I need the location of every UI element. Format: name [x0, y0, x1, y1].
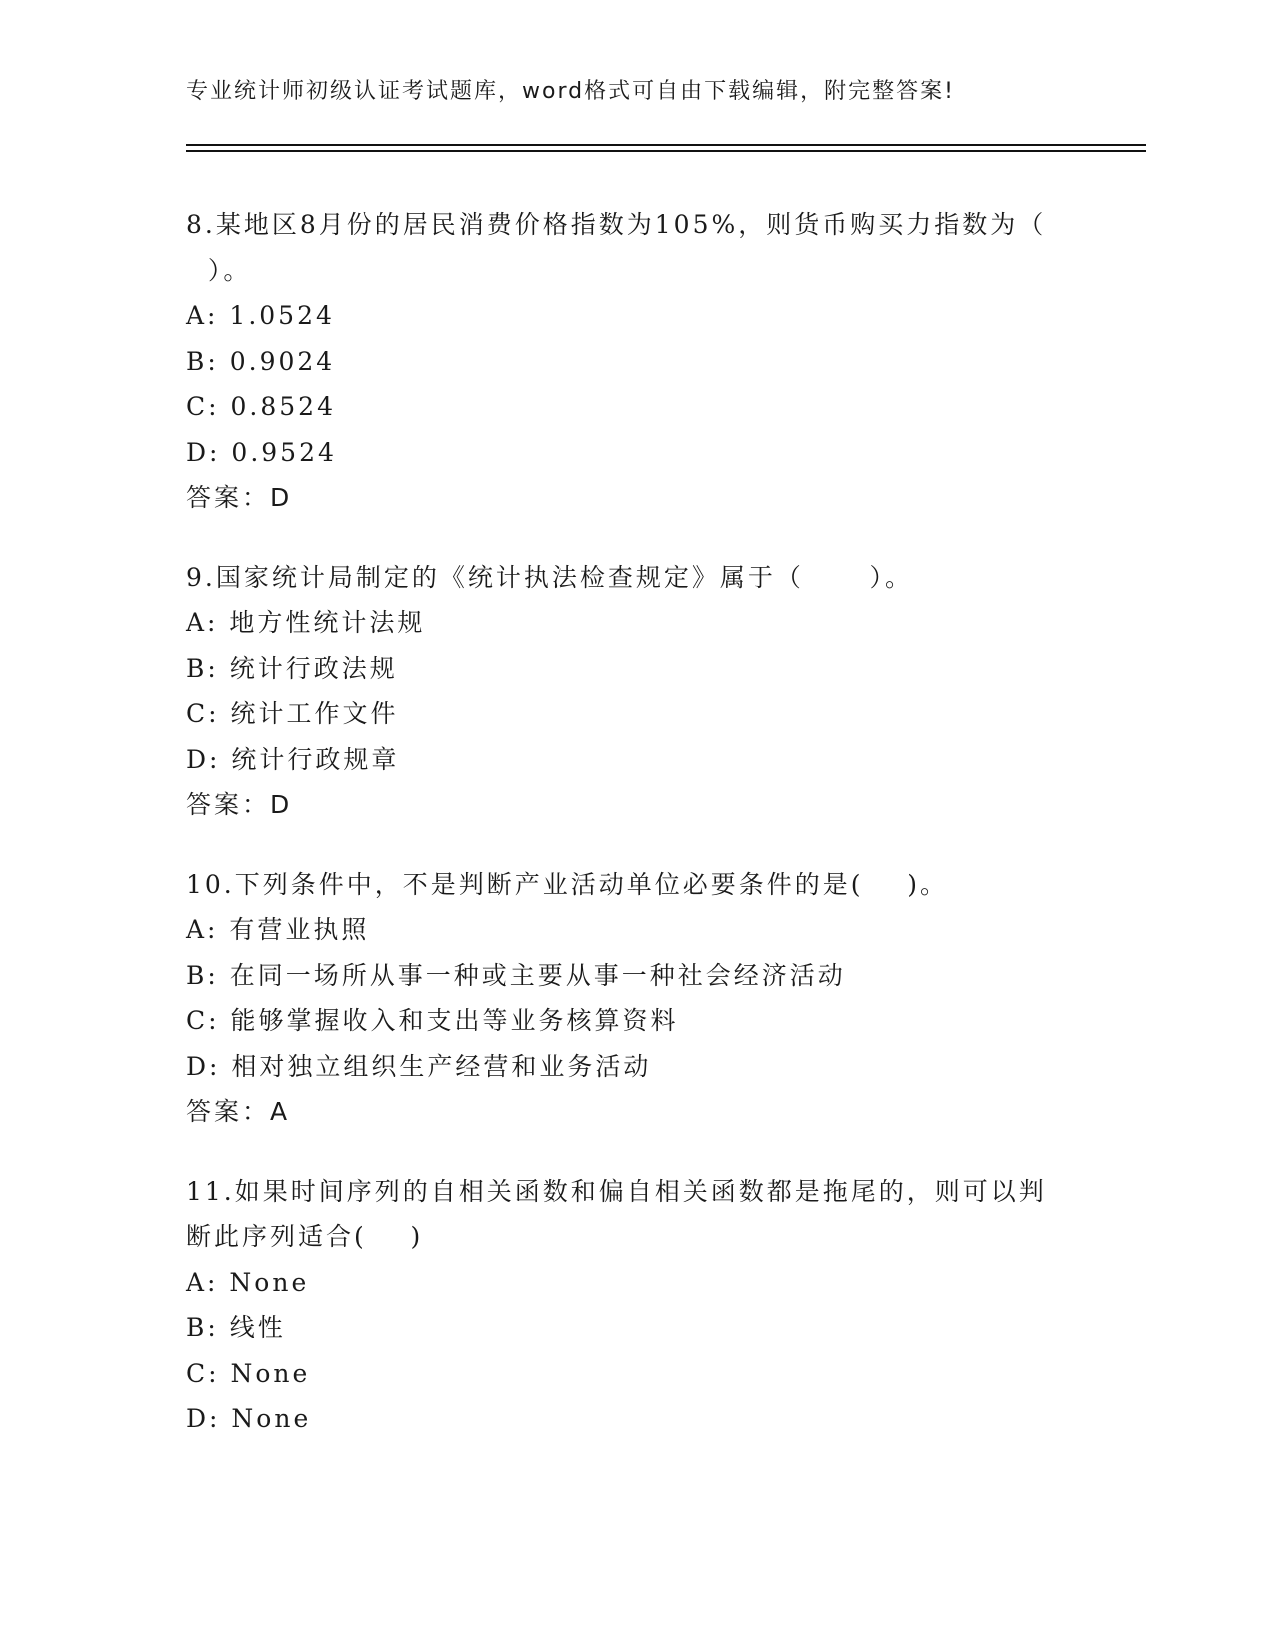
question-9 — [186, 555, 1066, 828]
option-c: C: 统计工作文件 — [186, 699, 399, 728]
question-stem-line: 断此序列适合( ) — [186, 1222, 424, 1251]
question-stem-line: 11.如果时间序列的自相关函数和偏自相关函数都是拖尾的，则可以判 — [186, 1176, 1047, 1206]
question-list — [186, 202, 1066, 1476]
option-a: A: 1.0524 — [186, 301, 335, 330]
option-c: C: 能够掌握收入和支出等业务核算资料 — [186, 1006, 679, 1035]
answer-label: 答案：D — [186, 483, 293, 512]
option-b: B: 在同一场所从事一种或主要从事一种社会经济活动 — [186, 960, 846, 990]
header-rule-top — [186, 144, 1146, 146]
question-10 — [186, 862, 1066, 1135]
option-b: B: 统计行政法规 — [186, 653, 398, 683]
question-stem-line: 8.某地区8月份的居民消费价格指数为105%，则货币购买力指数为（ — [186, 210, 1047, 239]
question-stem-line: 10.下列条件中，不是判断产业活动单位必要条件的是( )。 — [186, 869, 949, 899]
question-stem-line: ）。 — [186, 255, 252, 285]
option-b: B: 线性 — [186, 1313, 286, 1342]
answer-label: 答案：A — [186, 1097, 291, 1126]
option-a: A: 有营业执照 — [186, 915, 370, 944]
answer-label: 答案：D — [186, 790, 293, 819]
option-d: D: None — [186, 1404, 312, 1433]
option-a: A: 地方性统计法规 — [186, 608, 426, 637]
option-d: D: 统计行政规章 — [186, 744, 400, 774]
option-d: D: 相对独立组织生产经营和业务活动 — [186, 1051, 652, 1081]
document-header: 专业统计师初级认证考试题库，word格式可自由下载编辑，附完整答案! — [186, 79, 955, 104]
question-11 — [186, 1169, 1066, 1442]
header-rule-bottom — [186, 150, 1146, 152]
option-c: C: 0.8524 — [186, 392, 336, 421]
option-b: B: 0.9024 — [186, 346, 336, 376]
question-stem-line: 9.国家统计局制定的《统计执法检查规定》属于（ ）。 — [186, 562, 914, 592]
question-8 — [186, 202, 1066, 521]
option-a: A: None — [186, 1267, 310, 1297]
option-d: D: 0.9524 — [186, 437, 337, 467]
option-c: C: None — [186, 1358, 311, 1388]
